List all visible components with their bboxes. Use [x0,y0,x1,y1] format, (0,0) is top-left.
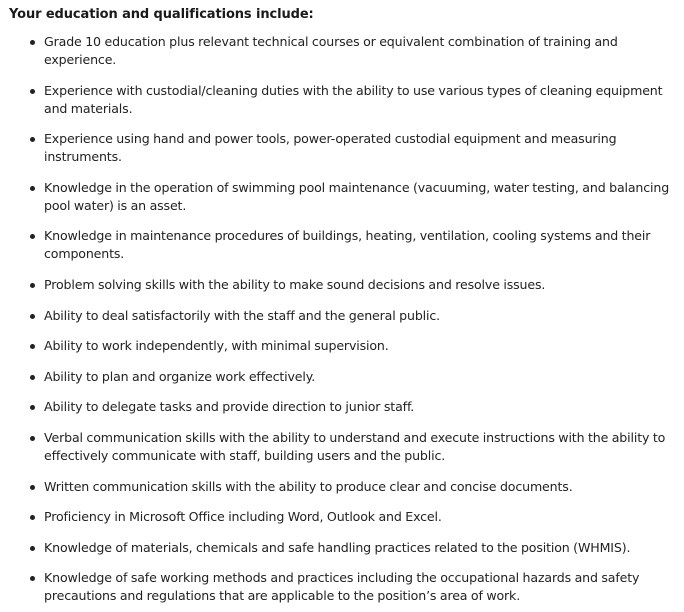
list-item-text: Problem solving skills with the ability to make sound decisions and resolve issues. [44,276,546,292]
bullet-icon [30,515,35,520]
list-item [9,179,676,215]
list-item-text: Experience with custodial/cleaning duties with the ability to use various types of cleaning equipment and materials. [44,82,663,116]
bullet-icon [30,283,35,288]
bullet-icon [30,344,35,349]
list-item-text: Verbal communication skills with the ability to understand and execute instructions with the ability to effectively communicate with staff, building users and the public. [44,429,666,463]
list-item-text: Knowledge in maintenance procedures of buildings, heating, ventilation, cooling systems and their components. [44,228,651,262]
list-item [9,398,676,416]
list-item [9,508,676,526]
list-item [9,478,676,496]
list-item-text: Ability to plan and organize work effectively. [44,368,316,384]
list-item [9,539,676,557]
list-item [9,569,676,605]
list-item [9,82,676,118]
list-item-text: Experience using hand and power tools, power-operated custodial equipment and measuring instruments. [44,131,617,165]
bullet-icon [30,314,35,319]
list-item [9,227,676,263]
qualifications-list [9,33,676,605]
list-item-text: Ability to deal satisfactorily with the staff and the general public. [44,307,440,323]
list-item [9,276,676,294]
list-item-text: Ability to delegate tasks and provide direction to junior staff. [44,399,415,415]
bullet-icon [30,375,35,380]
bullet-icon [30,485,35,490]
bullet-icon [30,137,35,142]
list-item-text: Ability to work independently, with minimal supervision. [44,338,389,354]
bullet-icon [30,436,35,441]
list-item [9,337,676,355]
bullet-icon [30,186,35,191]
bullet-icon [30,234,35,239]
qualifications-heading: Your education and qualifications include: [9,7,314,22]
list-item [9,33,676,69]
list-item-text: Proficiency in Microsoft Office including Word, Outlook and Excel. [44,509,442,525]
list-item [9,130,676,166]
list-item [9,307,676,325]
list-item-text: Knowledge in the operation of swimming pool maintenance (vacuuming, water testing, and balancing pool water) is an asset. [44,179,670,213]
list-item [9,368,676,386]
list-item [9,429,676,465]
bullet-icon [30,546,35,551]
bullet-icon [30,89,35,94]
bullet-icon [30,40,35,45]
list-item-text: Grade 10 education plus relevant technical courses or equivalent combination of training and experience. [44,34,618,67]
list-item-text: Knowledge of safe working methods and practices including the occupational hazards and safety precautions and regulations that are applicable to the position’s area of work. [44,570,640,604]
list-item-text: Knowledge of materials, chemicals and safe handling practices related to the position (WHMIS). [44,539,631,555]
list-item-text: Written communication skills with the ability to produce clear and concise documents. [44,478,573,494]
bullet-icon [30,405,35,410]
bullet-icon [30,576,35,581]
